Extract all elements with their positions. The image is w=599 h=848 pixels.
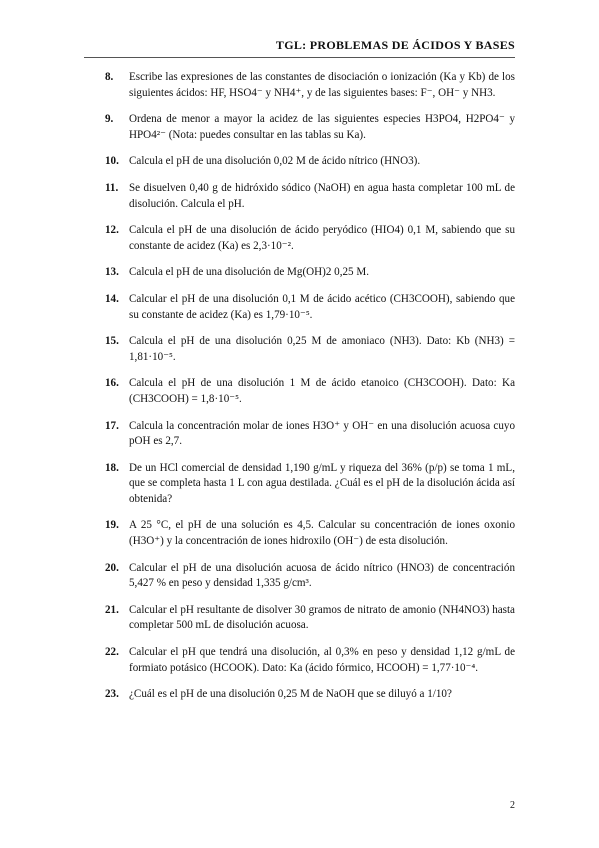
- problem-text: Calcular el pH que tendrá una disolución, al 0,3% en peso y densidad 1,12 g/mL de formiato potásico (HCOOK). Dato: Ka (ácido fórmico, HCOOH) = 1,77·10⁻⁴.: [129, 646, 515, 674]
- problem-text: Calcula la concentración molar de iones H3O⁺ y OH⁻ en una disolución acuosa cuyo pOH es 2,7.: [129, 419, 515, 448]
- problem-text: Calcular el pH de una disolución 0,1 M de ácido acético (CH3COOH), sabiendo que su constante de acidez (Ka) es 1,79·10⁻⁵.: [129, 292, 515, 321]
- problem-text: Se disuelven 0,40 g de hidróxido sódico (NaOH) en agua hasta completar 100 mL de disolución. Calcula el pH.: [129, 181, 515, 210]
- problem-text: Calcular el pH de una disolución acuosa de ácido nítrico (HNO3) de concentración 5,427 % en peso y densidad 1,335 g/cm³.: [129, 561, 515, 590]
- problem-number: 9.: [105, 113, 114, 126]
- problem-item: [84, 603, 515, 634]
- problem-text: ¿Cuál es el pH de una disolución 0,25 M de NaOH que se diluyó a 1/10?: [129, 688, 452, 701]
- problem-item: [84, 223, 515, 254]
- problem-text: Calcula el pH de una disolución de ácido peryódico (HIO4) 0,1 M, sabiendo que su constante de acidez (Ka) es 2,3·10⁻².: [129, 224, 515, 252]
- problem-item: [84, 292, 515, 323]
- problem-number: 13.: [105, 266, 119, 279]
- problem-item: [84, 376, 515, 407]
- problem-number: 19.: [105, 519, 119, 532]
- problem-number: 10.: [105, 155, 119, 168]
- problem-item: [84, 334, 515, 365]
- problem-item: [84, 181, 515, 212]
- problem-text: A 25 °C, el pH de una solución es 4,5. Calcular su concentración de iones oxonio (H3O⁺) y la concentración de iones hidroxilo (OH⁻) de esta disolución.: [129, 519, 515, 548]
- problem-number: 11.: [105, 181, 119, 194]
- problem-item: [84, 265, 515, 281]
- problem-item: [84, 112, 515, 143]
- problem-text: De un HCl comercial de densidad 1,190 g/mL y riqueza del 36% (p/p) se toma 1 mL, que se completa hasta 1 L con agua destilada. ¿Cuál es el pH de la disolución ácida así obtenida?: [129, 461, 515, 505]
- problem-text: Escribe las expresiones de las constantes de disociación o ionización (Ka y Kb) de los siguientes ácidos: HF, HSO4⁻ y NH4⁺, y de las siguientes bases: F⁻, OH⁻ y NH3.: [129, 71, 515, 99]
- problem-number: 18.: [105, 461, 119, 474]
- problem-number: 22.: [105, 646, 119, 659]
- problem-number: 20.: [105, 561, 119, 574]
- problem-item: [84, 687, 515, 703]
- page-header-title: TGL: PROBLEMAS DE ÁCIDOS Y BASES: [275, 38, 515, 52]
- page-number: 2: [510, 800, 515, 811]
- problem-item: [84, 419, 515, 450]
- problem-text: Ordena de menor a mayor la acidez de las siguientes especies H3PO4, H2PO4⁻ y HPO4²⁻ (Nota: puedes consultar en las tablas su Ka).: [129, 113, 515, 141]
- problem-item: [84, 461, 515, 508]
- problem-list: [84, 70, 515, 703]
- problem-text: Calcular el pH resultante de disolver 30 gramos de nitrato de amonio (NH4NO3) hasta completar 500 mL de disolución acuosa.: [129, 603, 515, 632]
- problem-item: [84, 645, 515, 676]
- problem-number: 12.: [105, 224, 119, 237]
- header-rule: [84, 57, 515, 58]
- problem-item: [84, 70, 515, 101]
- problem-number: 8.: [105, 71, 114, 83]
- problem-number: 23.: [105, 688, 119, 701]
- problem-text: Calcula el pH de una disolución de Mg(OH)2 0,25 M.: [129, 266, 370, 279]
- problem-number: 14.: [105, 292, 119, 305]
- problem-number: 15.: [105, 335, 119, 348]
- problem-text: Calcula el pH de una disolución 0,02 M de ácido nítrico (HNO3).: [129, 155, 421, 168]
- problem-number: 16.: [105, 377, 119, 390]
- problem-number: 21.: [105, 603, 119, 616]
- problem-number: 17.: [105, 419, 119, 432]
- problem-item: [84, 561, 515, 592]
- problem-text: Calcula el pH de una disolución 0,25 M de amoniaco (NH3). Dato: Kb (NH3) = 1,81·10⁻⁵.: [129, 335, 515, 363]
- problem-item: [84, 518, 515, 549]
- problem-item: [84, 154, 515, 170]
- problem-text: Calcula el pH de una disolución 1 M de ácido etanoico (CH3COOH). Dato: Ka (CH3COOH) = 1,8·10⁻⁵.: [129, 377, 515, 405]
